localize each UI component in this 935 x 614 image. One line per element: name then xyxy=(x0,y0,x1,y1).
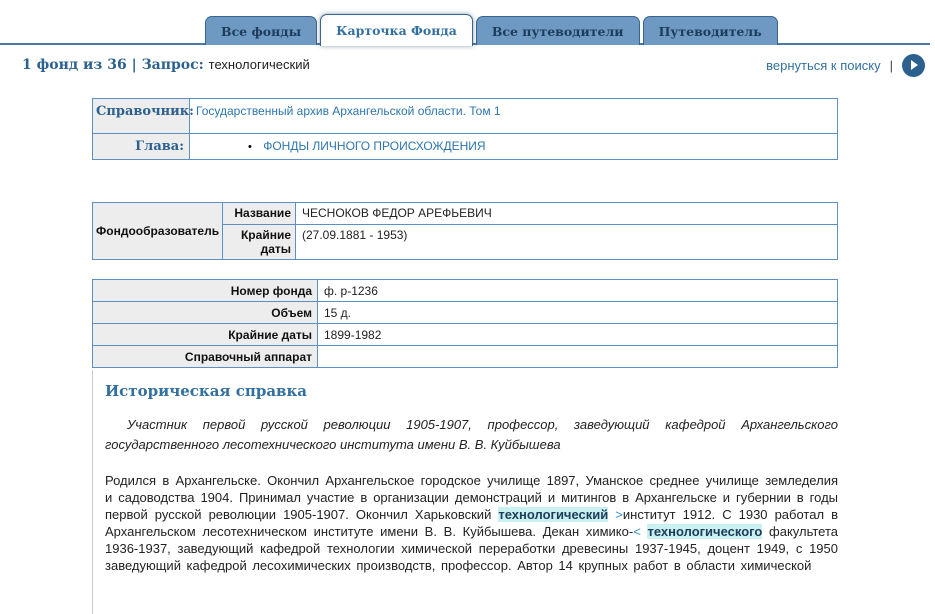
row-value-guide xyxy=(190,99,838,134)
row-value-reference-apparatus xyxy=(318,346,838,368)
result-summary xyxy=(22,57,310,73)
table-row xyxy=(93,280,838,302)
next-result-button[interactable] xyxy=(902,54,925,77)
row-value-dates: (27.09.1881 - 1953) xyxy=(296,225,838,260)
table-row xyxy=(93,134,838,160)
row-label-fund-number: Номер фонда xyxy=(93,280,318,302)
result-toolbar xyxy=(0,46,935,84)
row-value-extreme-dates: 1899-1982 xyxy=(318,324,838,346)
query-label: Запрос: xyxy=(141,57,204,73)
back-to-search-link[interactable]: вернуться к поиску xyxy=(766,57,881,73)
tab-all-guides[interactable]: Все путеводители xyxy=(476,16,640,45)
text-segment-text: факультета 1936-1937, заведующий кафедрой технологии химической переработки древесины 1937-1945, доцент 1949, с 1950 заведующий кафедрой лесохимических производств, профессор. Автор 14 крупных работ в области химической xyxy=(105,524,838,574)
tab-all-funds[interactable]: Все фонды xyxy=(205,16,317,45)
row-label-guide: Справочник: xyxy=(93,99,190,134)
row-label-dates: Крайние даты xyxy=(223,225,296,260)
tab-fund-card[interactable]: Карточка Фонда xyxy=(320,14,473,46)
row-label-volume: Объем xyxy=(93,302,318,324)
row-label-extreme-dates: Крайние даты xyxy=(93,324,318,346)
text-segment-text: Родился в Архангельске. Окончил Архангельское городское училище 1897, Уманское среднее училище земледелия и садоводства 1904. Принимал участие в организации демонстраций и митингов в Архангельске и губернии в годы первой русской революции 1905-1907. Окончил Харьковский xyxy=(105,473,838,523)
text-segment-highlight: технологического xyxy=(647,524,763,540)
row-value-volume: 15 д. xyxy=(318,302,838,324)
creator-group-label: Фондообразователь xyxy=(93,203,223,260)
play-arrow-icon xyxy=(911,60,918,70)
text-segment-highlight: технологический xyxy=(498,507,609,523)
row-value-name: ЧЕСНОКОВ ФЕДОР АРЕФЬЕВИЧ xyxy=(296,203,838,225)
row-label-reference-apparatus: Справочный аппарат xyxy=(93,346,318,368)
toolbar-right xyxy=(766,54,925,77)
table-row xyxy=(93,99,838,134)
tab-bar xyxy=(0,0,935,46)
table-row xyxy=(93,324,838,346)
historical-note-lead: Участник первой русской революции 1905-1907, профессор, заведующий кафедрой Архангельского государственного лесотехнического института имени В. В. Куйбышева xyxy=(105,417,838,453)
reference-table xyxy=(92,98,838,160)
historical-note-section xyxy=(92,370,838,614)
chapter-link[interactable]: ФОНДЫ ЛИЧНОГО ПРОИСХОЖДЕНИЯ xyxy=(263,139,486,153)
historical-note-body xyxy=(105,472,838,574)
row-label-chapter: Глава: xyxy=(93,134,190,160)
text-segment-marker: < xyxy=(633,524,641,540)
text-segment-text: институт 1912. С 1930 работал в Архангельском лесотехническом институте имени В. В. Куйбышева. Декан химико- xyxy=(105,507,838,540)
row-label-name: Название xyxy=(223,203,296,225)
summary-separator: | xyxy=(131,57,137,73)
table-row xyxy=(93,346,838,368)
back-separator: | xyxy=(889,57,893,73)
tab-guide[interactable]: Путеводитель xyxy=(643,16,778,45)
text-segment-marker: > xyxy=(615,507,623,523)
result-count: 1 фонд из 36 xyxy=(22,57,127,73)
fund-card-content xyxy=(92,98,838,614)
row-value-fund-number: ф. р-1236 xyxy=(318,280,838,302)
row-value-chapter xyxy=(190,134,838,160)
historical-note-title: Историческая справка xyxy=(105,382,308,400)
tabs xyxy=(205,14,778,45)
table-row xyxy=(93,203,838,225)
bullet-icon: • xyxy=(248,141,252,153)
creator-table xyxy=(92,202,838,260)
fund-table xyxy=(92,279,838,368)
guide-link[interactable]: Государственный архив Архангельской области. Том 1 xyxy=(196,104,501,118)
query-value: технологический xyxy=(208,57,310,72)
table-row xyxy=(93,302,838,324)
